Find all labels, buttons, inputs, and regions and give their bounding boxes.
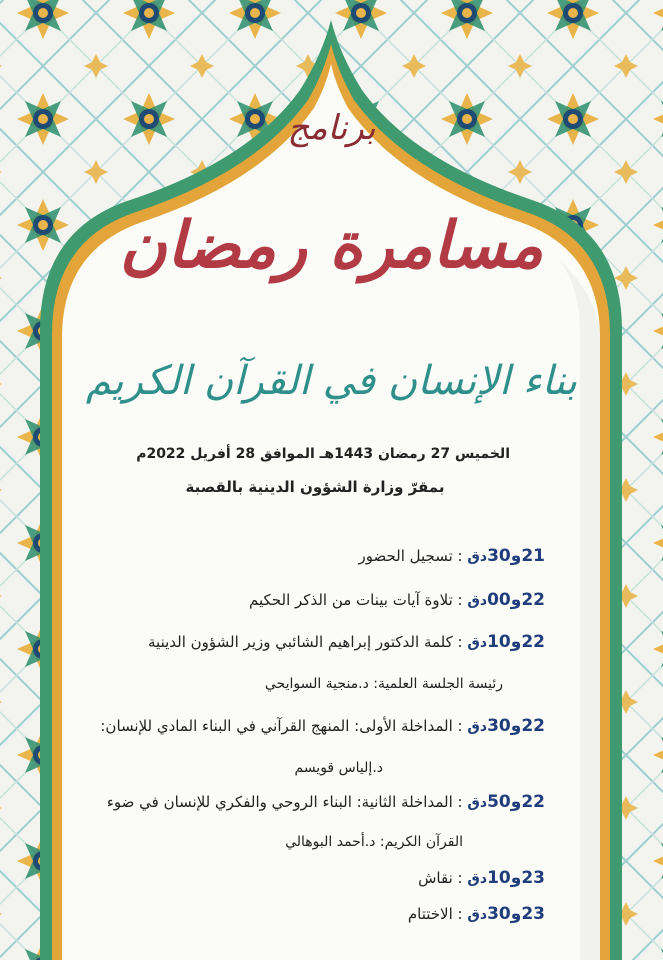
schedule-time: 23و10دق — [467, 868, 545, 888]
speaker-1: د.إلياس قويسم — [294, 760, 383, 776]
event-venue: بمقرّ وزارة الشؤون الدينية بالقصبة — [185, 478, 445, 496]
event-title: مسامرة رمضان — [119, 208, 544, 283]
schedule-text: : تلاوة آيات بينات من الذكر الحكيم — [249, 591, 463, 609]
schedule-text: : تسجيل الحضور — [358, 547, 463, 565]
speaker-2: القرآن الكريم: د.أحمد البوهالي — [285, 834, 463, 850]
schedule-text: : كلمة الدكتور إبراهيم الشائبي وزير الشؤون الدينية — [148, 633, 463, 651]
schedule-row — [249, 590, 545, 610]
schedule-text: : نقاش — [418, 869, 463, 887]
schedule-time: 22و00دق — [467, 590, 545, 610]
schedule-text: : المداخلة الأولى: المنهج القرآني في البناء المادي للإنسان: — [100, 717, 463, 735]
schedule-time: 23و30دق — [467, 904, 545, 924]
schedule-time: 21و30دق — [467, 546, 545, 566]
event-subtitle: بناء الإنسان في القرآن الكريم — [85, 358, 578, 404]
program-kicker: برنامج — [287, 108, 376, 148]
schedule-text: : الاختتام — [407, 905, 463, 923]
schedule-time: 22و10دق — [467, 632, 545, 652]
schedule-text: : المداخلة الثانية: البناء الروحي والفكري للإنسان في ضوء — [106, 793, 463, 811]
schedule-row — [418, 868, 545, 888]
schedule-row — [358, 546, 545, 566]
schedule-row — [408, 904, 545, 924]
event-date: الخميس 27 رمضان 1443هـ الموافق 28 أفريل 2022م — [136, 446, 510, 462]
schedule-time: 22و50دق — [467, 792, 545, 812]
schedule-row — [148, 632, 545, 652]
schedule-time: 22و30دق — [467, 716, 545, 736]
schedule-row — [107, 792, 545, 812]
session-chair: رئيسة الجلسة العلمية: د.منجية السوايحي — [264, 676, 503, 692]
schedule-row — [100, 716, 545, 736]
